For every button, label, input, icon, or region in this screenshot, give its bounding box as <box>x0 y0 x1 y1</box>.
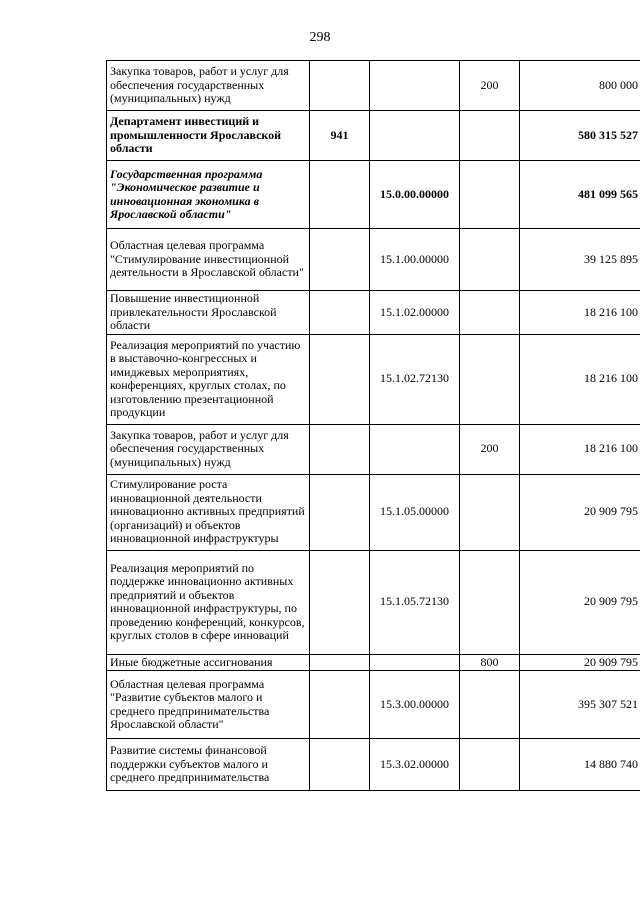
row-name-cell: Реализация мероприятий по участию в выставочно-конгрессных и имиджевых мероприятиях, конференциях, круглых столах, по изготовлению презентационной продукции <box>107 334 310 424</box>
row-target-article-cell: 15.3.00.00000 <box>370 671 460 739</box>
row-expense-type-cell <box>460 739 520 791</box>
table-row <box>107 61 640 111</box>
row-amount-cell: 39 125 895 <box>520 229 640 291</box>
row-expense-type-cell <box>460 550 520 654</box>
row-target-article-cell: 15.3.02.00000 <box>370 739 460 791</box>
row-amount-cell: 580 315 527 <box>520 111 640 161</box>
row-name-cell: Реализация мероприятий по поддержке инновационно активных предприятий и объектов инновационной инфраструктуры, по проведению конференций, конкурсов, круглых столов в сфере инноваций <box>107 550 310 654</box>
row-target-article-cell: 15.0.00.00000 <box>370 161 460 229</box>
table-row <box>107 424 640 474</box>
row-department-code-cell <box>310 671 370 739</box>
row-name-cell: Иные бюджетные ассигнования <box>107 654 310 671</box>
table-row <box>107 334 640 424</box>
row-name-cell: Закупка товаров, работ и услуг для обеспечения государственных (муниципальных) нужд <box>107 424 310 474</box>
budget-table <box>106 60 640 791</box>
row-expense-type-cell: 200 <box>460 61 520 111</box>
row-name-cell: Повышение инвестиционной привлекательности Ярославской области <box>107 291 310 335</box>
row-expense-type-cell: 800 <box>460 654 520 671</box>
row-amount-cell: 18 216 100 <box>520 334 640 424</box>
row-department-code-cell <box>310 61 370 111</box>
row-name-cell: Государственная программа "Экономическое развитие и инновационная экономика в Ярославской области" <box>107 161 310 229</box>
table-row <box>107 671 640 739</box>
table-row <box>107 474 640 550</box>
row-amount-cell: 395 307 521 <box>520 671 640 739</box>
row-amount-cell: 18 216 100 <box>520 291 640 335</box>
row-amount-cell: 800 000 <box>520 61 640 111</box>
row-department-code-cell <box>310 739 370 791</box>
table-row <box>107 161 640 229</box>
row-name-cell: Закупка товаров, работ и услуг для обеспечения государственных (муниципальных) нужд <box>107 61 310 111</box>
row-target-article-cell: 15.1.02.00000 <box>370 291 460 335</box>
row-amount-cell: 18 216 100 <box>520 424 640 474</box>
row-amount-cell: 20 909 795 <box>520 474 640 550</box>
row-target-article-cell: 15.1.05.00000 <box>370 474 460 550</box>
row-target-article-cell <box>370 424 460 474</box>
row-department-code-cell: 941 <box>310 111 370 161</box>
row-amount-cell: 481 099 565 <box>520 161 640 229</box>
row-expense-type-cell <box>460 111 520 161</box>
row-expense-type-cell <box>460 161 520 229</box>
row-target-article-cell <box>370 654 460 671</box>
row-department-code-cell <box>310 654 370 671</box>
row-expense-type-cell: 200 <box>460 424 520 474</box>
table-row <box>107 654 640 671</box>
row-expense-type-cell <box>460 474 520 550</box>
row-name-cell: Областная целевая программа "Стимулирование инвестиционной деятельности в Ярославской области" <box>107 229 310 291</box>
row-department-code-cell <box>310 424 370 474</box>
row-department-code-cell <box>310 550 370 654</box>
row-amount-cell: 14 880 740 <box>520 739 640 791</box>
table-row <box>107 739 640 791</box>
table-body <box>107 61 640 791</box>
row-expense-type-cell <box>460 671 520 739</box>
row-target-article-cell: 15.1.05.72130 <box>370 550 460 654</box>
row-expense-type-cell <box>460 334 520 424</box>
row-amount-cell: 20 909 795 <box>520 550 640 654</box>
table-row <box>107 229 640 291</box>
row-target-article-cell: 15.1.02.72130 <box>370 334 460 424</box>
row-name-cell: Департамент инвестиций и промышленности Ярославской области <box>107 111 310 161</box>
row-expense-type-cell <box>460 291 520 335</box>
row-department-code-cell <box>310 229 370 291</box>
table-row <box>107 550 640 654</box>
row-department-code-cell <box>310 161 370 229</box>
row-target-article-cell <box>370 111 460 161</box>
row-department-code-cell <box>310 291 370 335</box>
table-row <box>107 111 640 161</box>
row-name-cell: Стимулирование роста инновационной деятельности инновационно активных предприятий (организаций) и объектов инновационной инфраструктуры <box>107 474 310 550</box>
row-expense-type-cell <box>460 229 520 291</box>
row-name-cell: Развитие системы финансовой поддержки субъектов малого и среднего предпринимательства <box>107 739 310 791</box>
row-amount-cell: 20 909 795 <box>520 654 640 671</box>
row-target-article-cell: 15.1.00.00000 <box>370 229 460 291</box>
row-department-code-cell <box>310 474 370 550</box>
page-number: 298 <box>309 30 331 45</box>
row-name-cell: Областная целевая программа "Развитие субъектов малого и среднего предпринимательства Ярославской области" <box>107 671 310 739</box>
row-target-article-cell <box>370 61 460 111</box>
table-row <box>107 291 640 335</box>
row-department-code-cell <box>310 334 370 424</box>
